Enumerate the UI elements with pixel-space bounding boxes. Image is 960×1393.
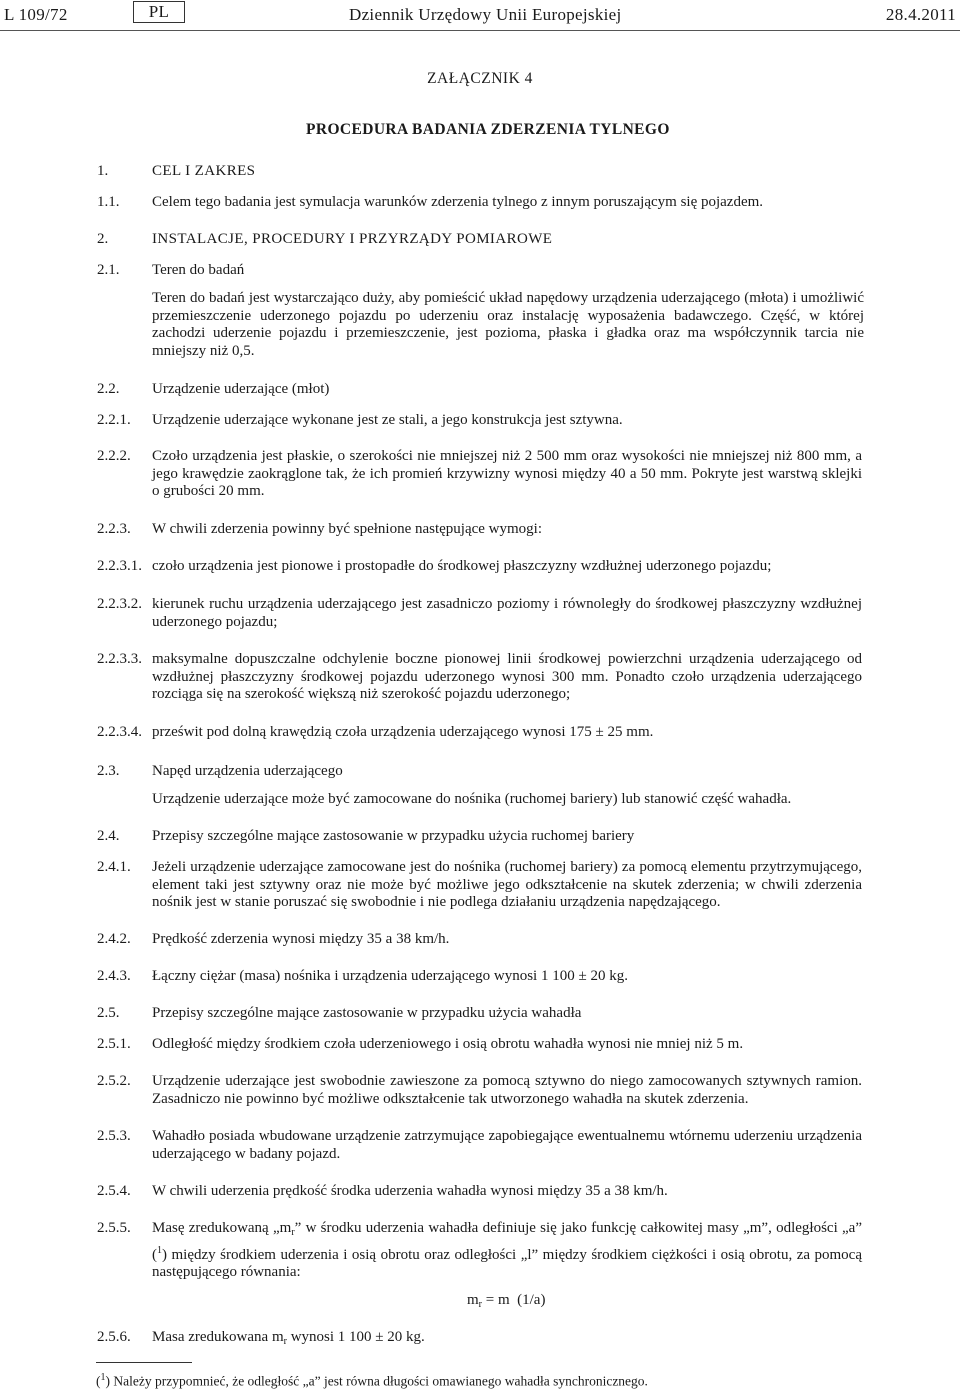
footnote-text: Należy przypomnieć, że odległość „a” jest równa długości omawianego wahadła synchronicznego. (113, 1373, 648, 1389)
section-number: 2.2.2. (97, 448, 131, 464)
section-text: Jeżeli urządzenie uderzające zamocowane jest do nośnika (ruchomej bariery) za pomocą elementu przytrzymującego, element taki jest sztywny oraz nie może być możliwe jego odkształcenie na skutek zderzenia; w chwili zderzenia nośnik jest w stanie poruszać się swobodnie i nie podlega działaniu urządzenia napędzającego. (152, 859, 862, 910)
section-number: 2.5.6. (97, 1329, 131, 1345)
section-heading: Przepisy szczególne mające zastosowanie w przypadku użycia ruchomej bariery (152, 828, 635, 844)
section-number: 2.2.3. (97, 521, 131, 537)
section-number: 2.5.1. (97, 1036, 131, 1052)
section-number: 2.5.4. (97, 1183, 131, 1199)
text-part: wynosi 1 100 ± 20 kg. (286, 1329, 425, 1345)
formula-lhs: m (467, 1292, 479, 1308)
section-number: 2.2.3.4. (97, 724, 142, 740)
section-text: Czoło urządzenia jest płaskie, o szerokości nie mniejszej niż 2 500 mm oraz wysokości nie mniejszej niż 800 mm, a jego krawędzie zaokrąglone tak, że ich promień krzywizny wynosi między 40 a 50 mm. Pokryte jest warstwą sklejki o grubości 20 mm. (152, 448, 862, 499)
annex-title: ZAŁĄCZNIK 4 (427, 70, 533, 87)
section-text: Odległość między środkiem czoła uderzeniowego i osią obrotu wahadła wynosi nie mniej niż 5 m. (152, 1036, 744, 1052)
section-text: Łączny ciężar (masa) nośnika i urządzenia uderzającego wynosi 1 100 ± 20 kg. (152, 968, 628, 984)
section-text: Celem tego badania jest symulacja warunków zderzenia tylnego z innym poruszającym się pojazdem. (152, 194, 764, 210)
section-number: 2.2.3.3. (97, 651, 142, 667)
section-number: 1. (97, 163, 109, 179)
section-number: 2.2. (97, 381, 120, 397)
journal-title: Dziennik Urzędowy Unii Europejskiej (349, 5, 622, 24)
publication-date: 28.4.2011 (885, 5, 956, 24)
section-number: 2.5.5. (97, 1220, 131, 1236)
section-text: Urządzenie uderzające wykonane jest ze stali, a jego konstrukcja jest sztywna. (152, 412, 623, 428)
section-text: Wahadło posiada wbudowane urządzenie zatrzymujące zapobiegające ewentualnemu wtórnemu uderzeniu urządzenia uderzającego w badany pojazd. (152, 1128, 862, 1162)
section-number: 2.5. (97, 1005, 120, 1021)
section-number: 2.2.3.1. (97, 558, 142, 574)
section-text: W chwili uderzenia prędkość środka uderzenia wahadła wynosi między 35 a 38 km/h. (152, 1183, 668, 1199)
section-number: 2.3. (97, 763, 120, 779)
section-number: 2.4. (97, 828, 120, 844)
section-number: 2.5.3. (97, 1128, 131, 1144)
section-number: 2.2.1. (97, 412, 131, 428)
subscript-r: r (283, 1336, 287, 1347)
section-text: W chwili zderzenia powinny być spełnione następujące wymogi: (152, 521, 543, 537)
subscript-r: r (291, 1227, 295, 1238)
formula-rhs: = m (1/a) (482, 1292, 546, 1308)
footnote-reference[interactable]: 1 (157, 1244, 162, 1256)
section-text: Urządzenie uderzające jest swobodnie zawieszone za pomocą sztywno do niego zamocowanych sztywnych ramion. Zasadniczo nie powinno być możliwe odkształcenie tak utworzonego wahadła na skutek zderzenia. (152, 1073, 862, 1107)
section-number: 1.1. (97, 194, 120, 210)
language-badge: PL (133, 1, 185, 23)
reduced-mass-formula (467, 1292, 545, 1310)
section-heading: INSTALACJE, PROCEDURY I PRZYRZĄDY POMIAROWE (152, 231, 553, 247)
footnote-divider (96, 1362, 192, 1363)
section-number: 2.2.3.2. (97, 596, 142, 612)
section-text: kierunek ruchu urządzenia uderzającego jest zasadniczo poziomy i równoległy do środkowej płaszczyzny wzdłużnej uderzonego pojazdu; (152, 596, 862, 630)
text-part: Masę zredukowaną „m (152, 1220, 292, 1236)
section-text: czoło urządzenia jest pionowe i prostopadłe do środkowej płaszczyzny wzdłużnej uderzonego pojazdu; (152, 558, 772, 574)
section-2-1-body: Teren do badań jest wystarczająco duży, aby pomieścić układ napędowy urządzenia uderzającego (młota) i umożliwić przemieszczenie uderzonego pojazdu po uderzeniu oraz instalację wyposażenia badawczego. Część, w której zachodzi uderzenie pojazdu i przemieszczenie, jest pozioma, płaska i gładka oraz ma współczynnik tarcia nie mniejszy niż 0,5. (152, 290, 864, 359)
section-2-3-body: Urządzenie uderzające może być zamocowane do nośnika (ruchomej bariery) lub stanowić część wahadła. (152, 791, 792, 807)
text-part: ” w środku uderzenia wahadła definiuje się jako funkcję całkowitej masy „m”, odległości „a” ( (152, 1220, 862, 1263)
section-heading: Urządzenie uderzające (młot) (152, 381, 330, 397)
section-heading: Napęd urządzenia uderzającego (152, 763, 343, 779)
formula-subscript: r (478, 1299, 483, 1310)
section-text: maksymalne dopuszczalne odchylenie boczne pionowej linii środkowej powierzchni urządzenia uderzającego od wzdłużnej płaszczyzny środkowej pojazdu uderzonego wynosi 300 mm. Ponadto czoło urządzenia uderzającego rozciąga się na szerokość większą niż szerokość pojazdu uderzonego; (152, 651, 862, 702)
text-part: Masa zredukowana m (152, 1329, 284, 1345)
footnote: ($^1$) Należy przypomnieć, że odległość „a” jest równa długości omawianego wahadła synchronicznego. (96, 1372, 648, 1389)
section-text: Prędkość zderzenia wynosi między 35 a 38 km/h. (152, 931, 450, 947)
footnote-marker: 1 (100, 1372, 106, 1383)
page-reference: L 109/72 (4, 5, 68, 24)
procedure-title: PROCEDURA BADANIA ZDERZENIA TYLNEGO (306, 121, 670, 138)
section-text (152, 1329, 862, 1351)
section-heading: Teren do badań (152, 262, 245, 278)
section-heading: Przepisy szczególne mające zastosowanie w przypadku użycia wahadła (152, 1005, 582, 1021)
journal-header (0, 0, 960, 31)
section-number: 2.4.1. (97, 859, 131, 875)
section-number: 2.1. (97, 262, 120, 278)
section-heading: CEL I ZAKRES (152, 163, 256, 179)
text-part: ) między środkiem uderzenia i osią obrotu oraz odległości „l” między środkiem ciężkości i osią obrotu, za pomocą następującego równania: (152, 1246, 862, 1280)
section-number: 2.4.2. (97, 931, 131, 947)
section-text: prześwit pod dolną krawędzią czoła urządzenia uderzającego wynosi 175 ± 25 mm. (152, 724, 654, 740)
section-number: 2. (97, 231, 109, 247)
section-number: 2.5.2. (97, 1073, 131, 1089)
section-text (152, 1220, 862, 1282)
section-number: 2.4.3. (97, 968, 131, 984)
